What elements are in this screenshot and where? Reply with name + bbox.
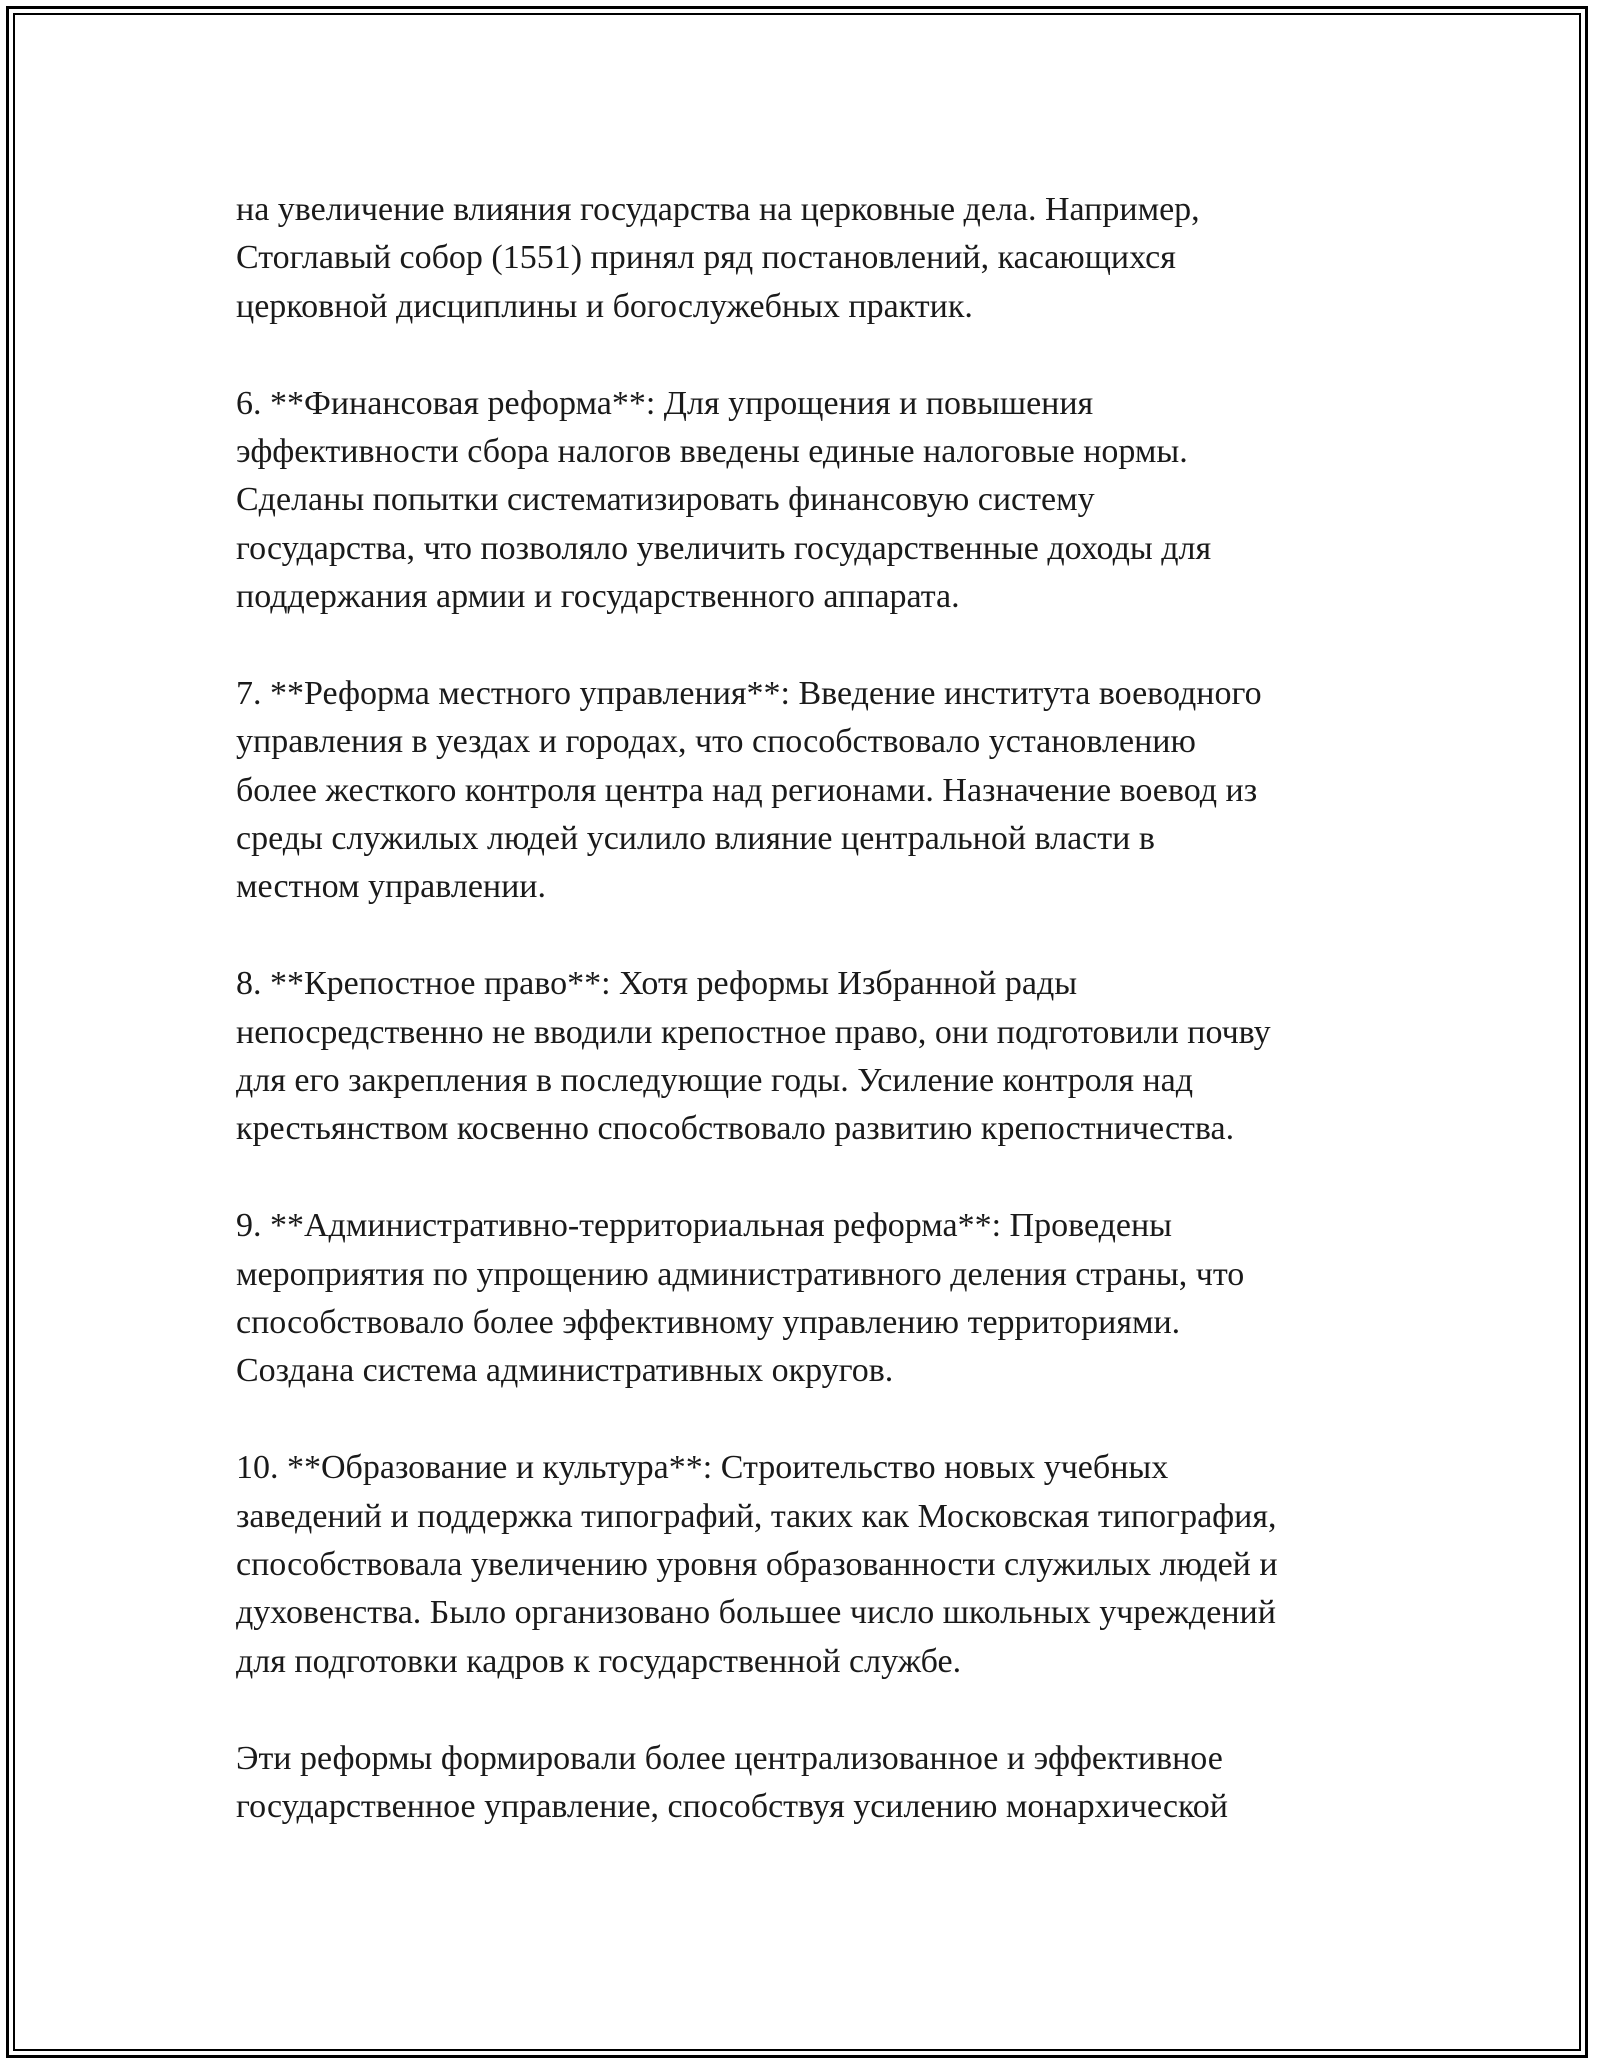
text-line: 9. **Административно-территориальная реформа**: Проведены [236, 1207, 1173, 1245]
paragraph-gap [236, 331, 1416, 379]
paragraph-gap [236, 622, 1416, 670]
paragraph-7 [236, 1735, 1416, 1832]
paragraph-3 [236, 670, 1416, 912]
text-line: способствовало более эффективному управлению территориями. [236, 1303, 1181, 1341]
paragraph-2 [236, 380, 1416, 622]
document-body [236, 186, 1416, 1831]
text-line: 7. **Реформа местного управления**: Введение института воеводного [236, 674, 1262, 712]
paragraph-4 [236, 960, 1416, 1154]
text-line: 8. **Крепостное право**: Хотя реформы Избранной рады [236, 965, 1078, 1003]
paragraph-gap [236, 1154, 1416, 1202]
text-line: на увеличение влияния государства на церковные дела. Например, [236, 191, 1200, 228]
text-line: более жесткого контроля центра над регионами. Назначение воевод из [236, 771, 1258, 809]
text-line: церковной дисциплины и богослужебных практик. [236, 287, 973, 325]
text-line: Создана система административных округов. [236, 1352, 894, 1390]
text-line: эффективности сбора налогов введены единые налоговые нормы. [236, 432, 1188, 470]
text-line: Стоглавый собор (1551) принял ряд постановлений, касающихся [236, 239, 1176, 277]
text-line: среды служилых людей усилило влияние центральной власти в [236, 820, 1155, 858]
text-line: мероприятия по упрощению административного деления страны, что [236, 1255, 1245, 1293]
text-line: крестьянством косвенно способствовало развитию крепостничества. [236, 1110, 1235, 1148]
text-line: государственное управление, способствуя усилению монархической [236, 1787, 1228, 1825]
text-line: Сделаны попытки систематизировать финансовую систему [236, 481, 1095, 519]
text-line: Эти реформы формировали более централизованное и эффективное [236, 1739, 1223, 1777]
text-line: духовенства. Было организовано большее число школьных учреждений [236, 1594, 1276, 1632]
text-line: для подготовки кадров к государственной службе. [236, 1642, 962, 1680]
text-line: местном управлении. [236, 868, 547, 906]
text-line: поддержания армии и государственного аппарата. [236, 578, 960, 616]
paragraph-gap [236, 1686, 1416, 1734]
paragraph-gap [236, 912, 1416, 960]
text-line: 6. **Финансовая реформа**: Для упрощения и повышения [236, 384, 1094, 422]
paragraph-gap [236, 1396, 1416, 1444]
text-line: способствовала увеличению уровня образованности служилых людей и [236, 1545, 1278, 1583]
paragraph-5 [236, 1202, 1416, 1396]
text-line: управления в уездах и городах, что способствовало установлению [236, 723, 1196, 761]
paragraph-1 [236, 186, 1416, 331]
text-line: государства, что позволяло увеличить государственные доходы для [236, 529, 1212, 567]
paragraph-6 [236, 1444, 1416, 1686]
text-line: непосредственно не вводили крепостное право, они подготовили почву [236, 1013, 1271, 1051]
text-line: заведений и поддержка типографий, таких как Московская типография, [236, 1497, 1277, 1535]
text-line: 10. **Образование и культура**: Строительство новых учебных [236, 1449, 1169, 1487]
text-line: для его закрепления в последующие годы. Усиление контроля над [236, 1062, 1194, 1100]
